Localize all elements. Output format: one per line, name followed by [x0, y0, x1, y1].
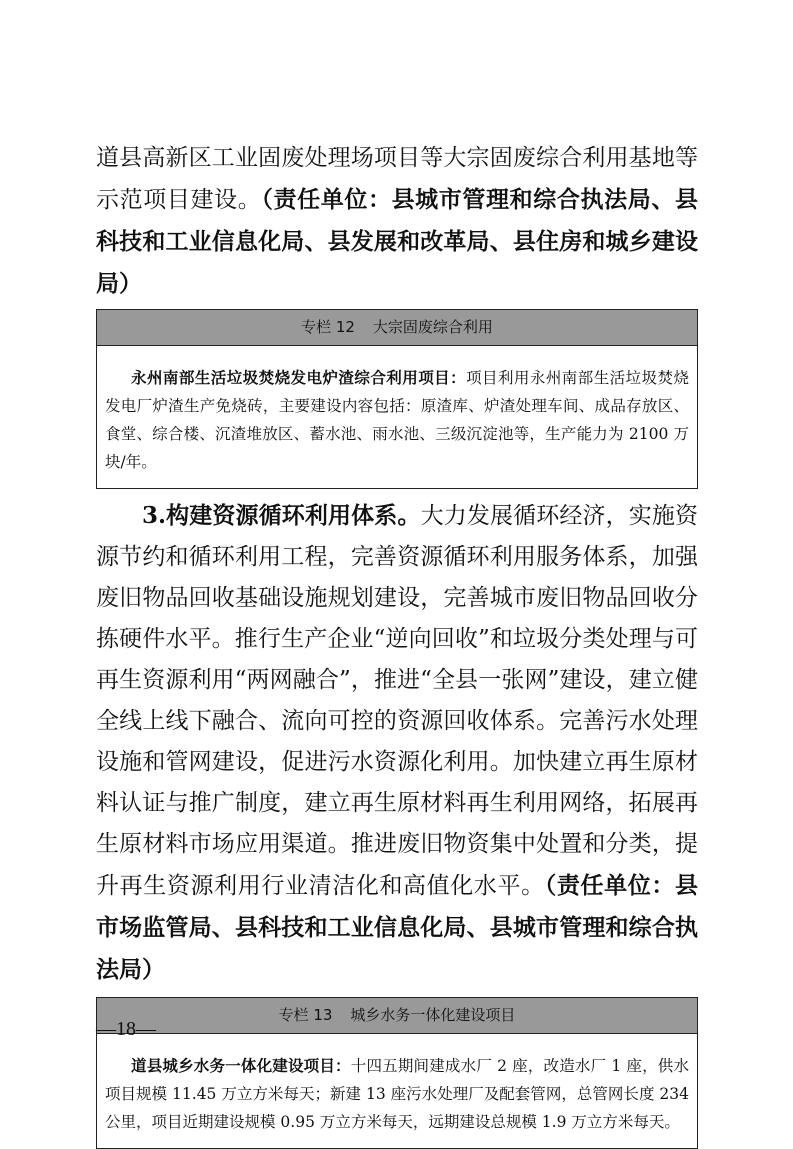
column-box-13-title: 城乡水务一体化建设项目: [350, 1006, 516, 1024]
column-box-13: [96, 997, 698, 1149]
page-number: —18—: [96, 1018, 156, 1040]
paragraph-1-responsibility: （责任单位：县城市管理和综合执法局、县科技和工业信息化局、县发展和改革局、县住房和城乡建设局）: [96, 186, 699, 297]
column-box-12-text: 项目利用永州南部生活垃圾焚烧发电厂炉渣生产免烧砖，主要建设内容包括：原渣库、炉渣处理车间、成品存放区、食堂、综合楼、沉渣堆放区、蓄水池、雨水池、三级沉淀池等，生产能力为 2100 万块/年。: [105, 369, 689, 471]
document-page: [96, 138, 698, 1149]
paragraph-2-responsibility: （责任单位：县市场监管局、县科技和工业信息化局、县城市管理和综合执法局）: [96, 872, 699, 983]
paragraph-1-text: 道县高新区工业固废处理场项目等大宗固废综合利用基地等示范项目建设。: [96, 145, 698, 213]
column-box-12-body: [97, 346, 697, 488]
column-box-12-title: 大宗固废综合利用: [372, 318, 493, 336]
column-box-12: [96, 309, 698, 489]
column-box-13-header: [97, 998, 697, 1034]
paragraph-2-heading: 3.构建资源循环利用体系。: [142, 502, 421, 529]
column-box-13-number: 专栏 13: [278, 1006, 333, 1024]
column-box-12-header: [97, 310, 697, 346]
column-box-12-lead: 永州南部生活垃圾焚烧发电炉渣综合利用项目：: [131, 368, 467, 387]
paragraph-2: [96, 495, 698, 991]
column-box-13-body: [97, 1034, 697, 1148]
column-box-13-text: 十四五期间建成水厂 2 座，改造水厂 1 座，供水项目规模 11.45 万立方米每天；新建 13 座污水处理厂及配套管网，总管网长度 234 公里，项目近期建设规模 0.95 万立方米每天，远期建设总规模 1.9 万立方米每天。: [105, 1057, 689, 1131]
paragraph-1: [96, 138, 698, 305]
column-box-12-number: 专栏 12: [301, 318, 355, 336]
paragraph-2-text: 大力发展循环经济，实施资源节约和循环利用工程，完善资源循环利用服务体系，加强废旧物品回收基础设施规划建设，完善城市废旧物品回收分拣硬件水平。推行生产企业“逆向回收”和垃圾分类处理与可再生资源利用“两网融合”，推进“全县一张网”建设，建立健全线上线下融合、流向可控的资源回收体系。完善污水处理设施和管网建设，促进污水资源化利用。加快建立再生原材料认证与推广制度，建立再生原材料再生利用网络，拓展再生原材料市场应用渠道。推进废旧物资集中处置和分类，提升再生资源利用行业清洁化和高值化水平。: [96, 503, 699, 899]
column-box-13-lead: 道县城乡水务一体化建设项目：: [131, 1056, 351, 1075]
